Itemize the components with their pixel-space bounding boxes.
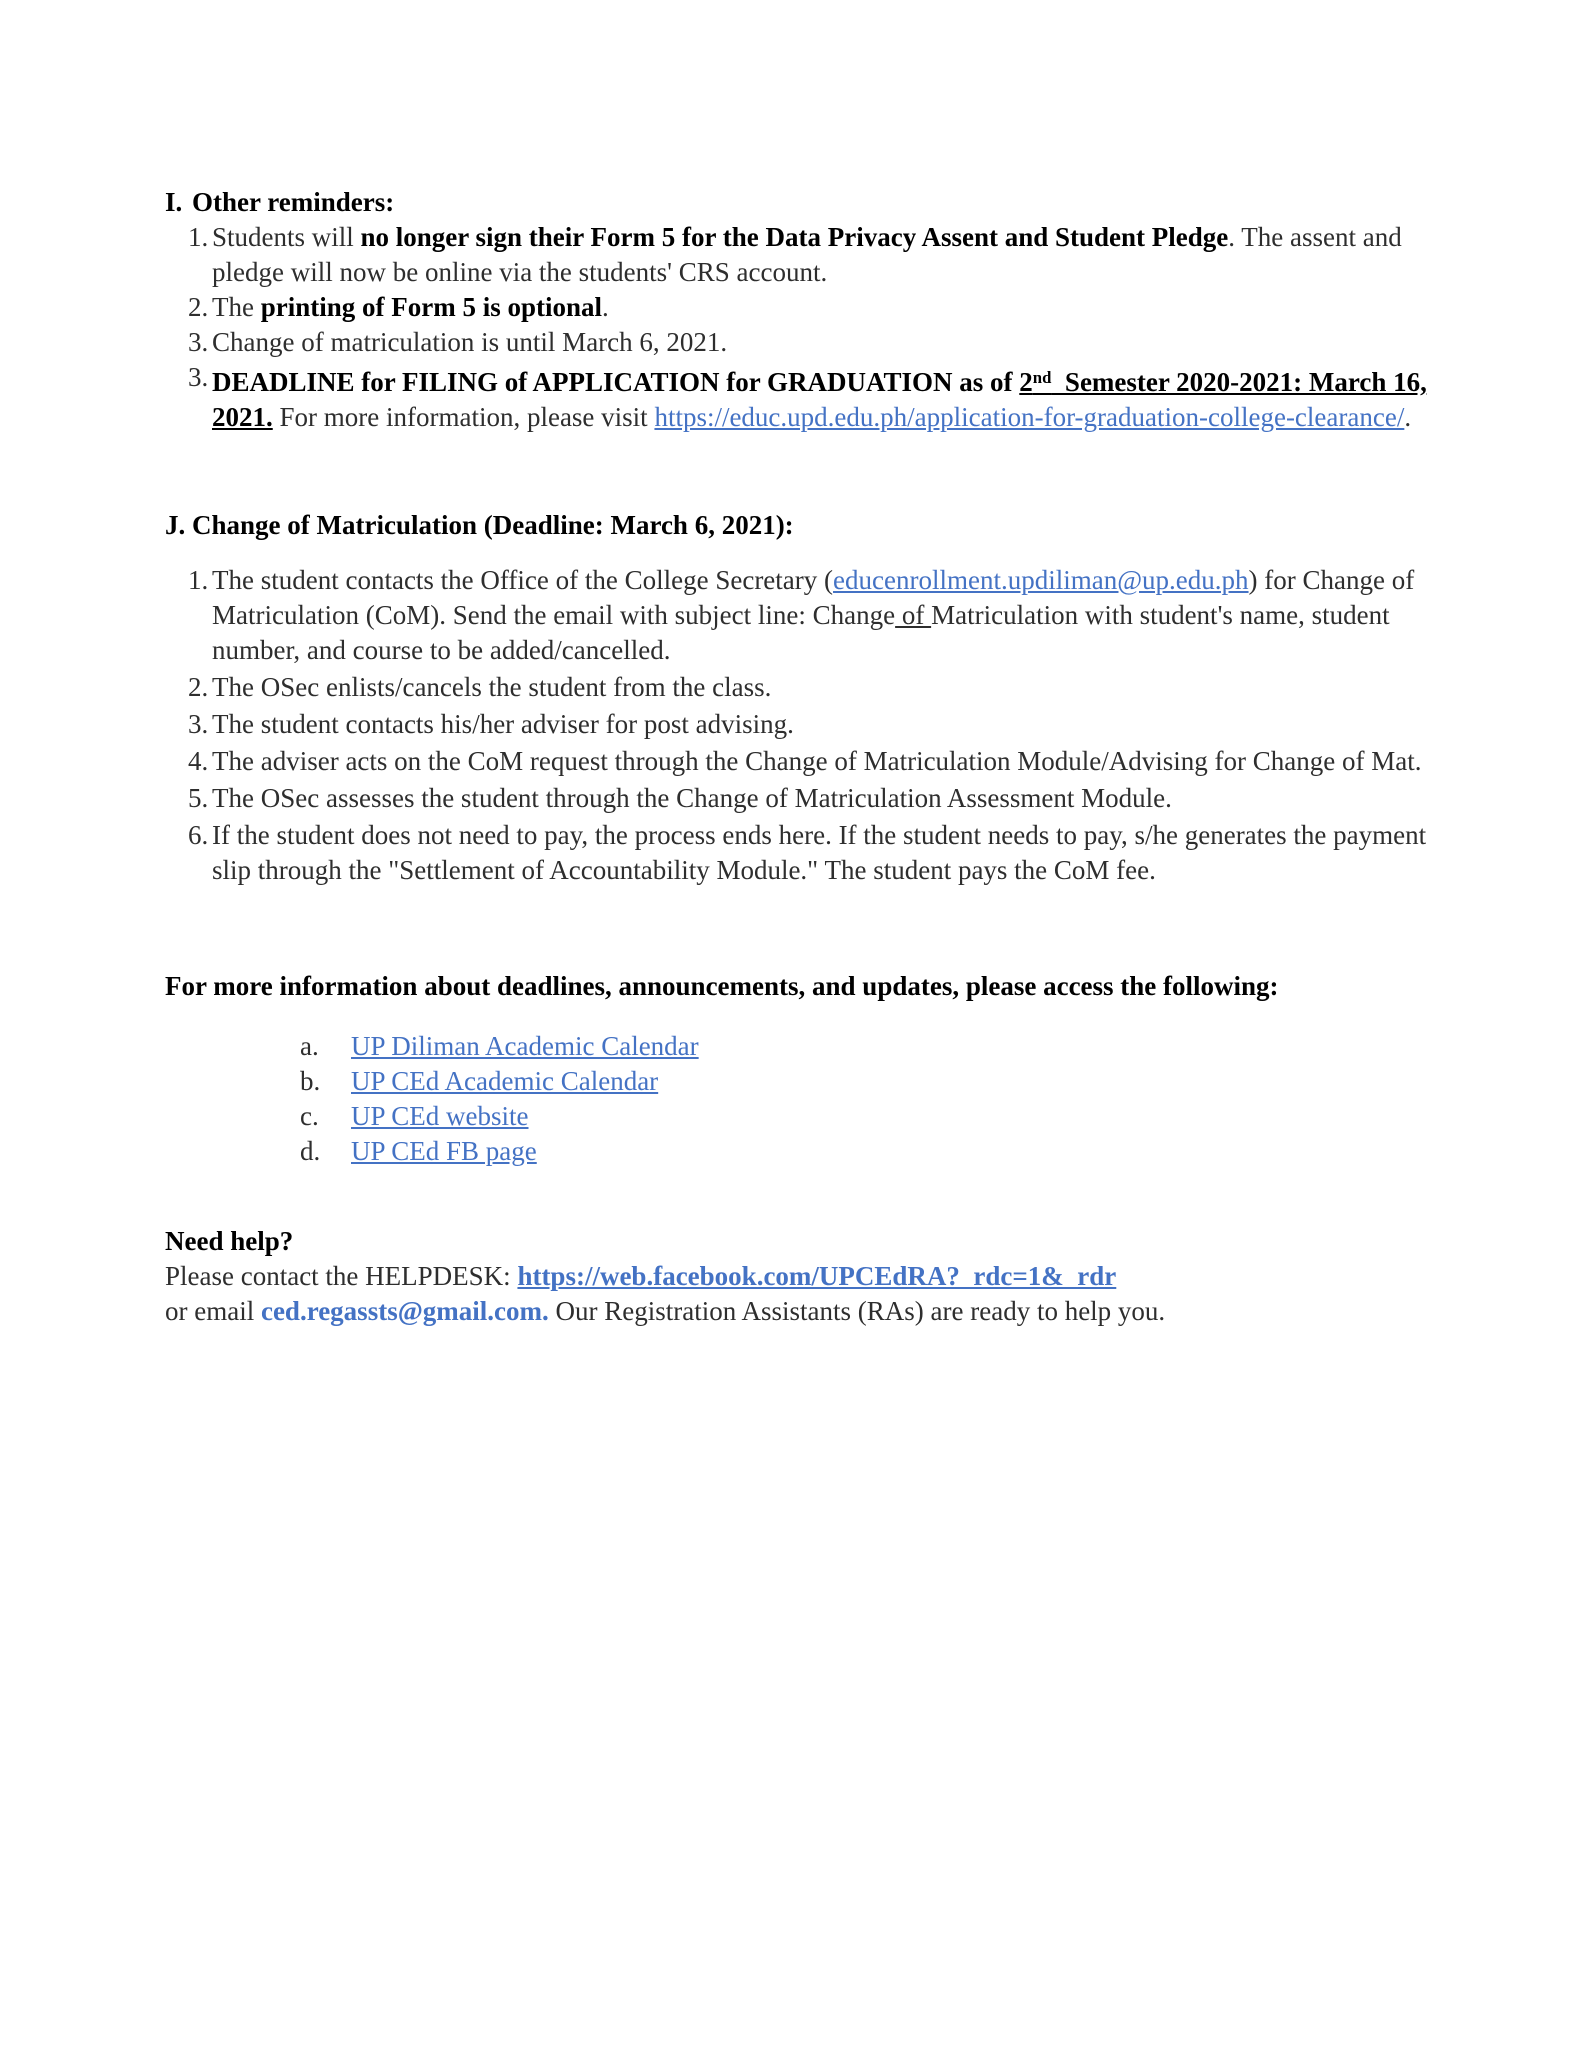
list-number: 3. [188, 327, 209, 357]
enrollment-email-link[interactable]: educenrollment.updiliman@up.edu.ph [833, 565, 1249, 595]
list-number: 6. [188, 820, 209, 850]
list-item-text [212, 325, 1428, 360]
list-item-text [212, 290, 1428, 325]
list-number: 2. [188, 292, 209, 322]
link-up-ced-academic-calendar[interactable]: UP CEd Academic Calendar [351, 1066, 659, 1096]
more-info-links-list [165, 1029, 1428, 1169]
list-item-text [212, 744, 1428, 779]
more-info-intro: For more information about deadlines, announcements, and updates, please access the following: [165, 971, 1279, 1001]
text-segment: For more information, please visit [272, 402, 655, 432]
list-item-text [212, 670, 1428, 705]
text-segment: The adviser acts on the CoM request through the Change of Matriculation Module/Advising for Change of Mat. [212, 746, 1422, 776]
other-reminders-heading-text: Other reminders: [192, 187, 395, 217]
other-reminders-heading [165, 185, 1428, 220]
list-letter: d. [300, 1136, 321, 1166]
text-segment: 2 [1019, 367, 1033, 397]
text-segment: The OSec enlists/cancels the student from the class. [212, 672, 772, 702]
list-item [165, 707, 1428, 742]
list-item [165, 325, 1428, 360]
graduation-clearance-link[interactable]: https://educ.upd.edu.ph/application-for-graduation-college-clearance/ [654, 402, 1405, 432]
list-item-text [212, 818, 1428, 888]
list-letter: c. [300, 1101, 319, 1131]
text-segment: printing of Form 5 is optional [260, 292, 603, 322]
helpdesk-facebook-link[interactable]: https://web.facebook.com/UPCEdRA?_rdc=1&_rdr [517, 1261, 1117, 1291]
text-segment: of [895, 600, 932, 630]
text-segment: Our Registration Assistants (RAs) are ready to help you. [548, 1296, 1166, 1326]
list-number: 5. [188, 783, 209, 813]
list-number: 3. [188, 362, 209, 392]
text-segment: Students will [212, 222, 361, 252]
text-segment: . [602, 292, 609, 322]
section-more-info [165, 969, 1428, 1169]
list-item [165, 781, 1428, 816]
text-segment: The student contacts his/her adviser for post advising. [212, 709, 794, 739]
list-number: 1. [188, 222, 209, 252]
list-item [165, 220, 1428, 290]
list-number: 4. [188, 746, 209, 776]
list-item [165, 360, 1428, 435]
text-segment: . The assent and pledge will now be online via the students' CRS account. [212, 222, 1402, 287]
help-line-2 [165, 1294, 1428, 1329]
list-number: 2. [188, 672, 209, 702]
list-number: 3. [188, 709, 209, 739]
list-item-text [212, 220, 1428, 290]
section-other-reminders [165, 185, 1428, 435]
link-up-ced-website[interactable]: UP CEd website [351, 1101, 529, 1131]
text-segment: or email [165, 1296, 261, 1326]
text-segment: nd [1032, 368, 1052, 387]
link-up-ced-fb-page[interactable]: UP CEd FB page [351, 1136, 537, 1166]
section-change-of-matriculation [165, 508, 1428, 888]
text-segment: Matriculation with student's name, student number, and course to be added/cancelled. [212, 600, 1390, 665]
text-segment: Semester 2020-2021: March 16, 2021. [212, 367, 1427, 432]
list-item-text [212, 707, 1428, 742]
list-item [165, 1064, 1428, 1099]
list-item [165, 670, 1428, 705]
list-number: 1. [188, 565, 209, 595]
list-letter: a. [300, 1031, 319, 1061]
list-item [165, 1099, 1428, 1134]
text-segment: . [1404, 402, 1412, 432]
list-letter: b. [300, 1066, 321, 1096]
change-of-matriculation-heading: J. Change of Matriculation (Deadline: March 6, 2021): [165, 510, 794, 540]
list-item [165, 563, 1428, 668]
list-item [165, 290, 1428, 325]
text-segment: ) for Change of Matriculation (CoM). Send the email with subject line: Change [212, 565, 1415, 630]
list-item-text [212, 781, 1428, 816]
section-marker: I. [165, 187, 183, 217]
section-need-help [165, 1224, 1428, 1329]
list-item [165, 1029, 1428, 1064]
list-item [165, 744, 1428, 779]
link-up-diliman-academic-calendar[interactable]: UP Diliman Academic Calendar [351, 1031, 699, 1061]
text-segment: The student contacts the Office of the College Secretary ( [212, 565, 834, 595]
text-segment: Change of matriculation is until March 6, 2021. [212, 327, 728, 357]
text-segment: DEADLINE for FILING of APPLICATION for GRADUATION as of [212, 367, 1020, 397]
help-line-1 [165, 1259, 1428, 1294]
list-item-text [212, 563, 1428, 668]
text-segment: no longer sign their Form 5 for the Data Privacy Assent and Student Pledge [360, 222, 1229, 252]
change-of-matriculation-list [165, 563, 1428, 888]
gmail-email-link[interactable]: ced.regassts@gmail.com. [260, 1296, 549, 1326]
list-item [165, 818, 1428, 888]
text-segment: If the student does not need to pay, the process ends here. If the student needs to pay, s/he generates the payment slip through the "Settlement of Accountability Module." The student pays the CoM fee. [212, 820, 1427, 885]
need-help-heading: Need help? [165, 1226, 294, 1256]
text-segment: Please contact the HELPDESK: [165, 1261, 518, 1291]
list-item [165, 1134, 1428, 1169]
text-segment: The OSec assesses the student through the Change of Matriculation Assessment Module. [212, 783, 1172, 813]
list-item-text [212, 360, 1428, 435]
text-segment: The [212, 292, 261, 322]
other-reminders-list [165, 220, 1428, 435]
